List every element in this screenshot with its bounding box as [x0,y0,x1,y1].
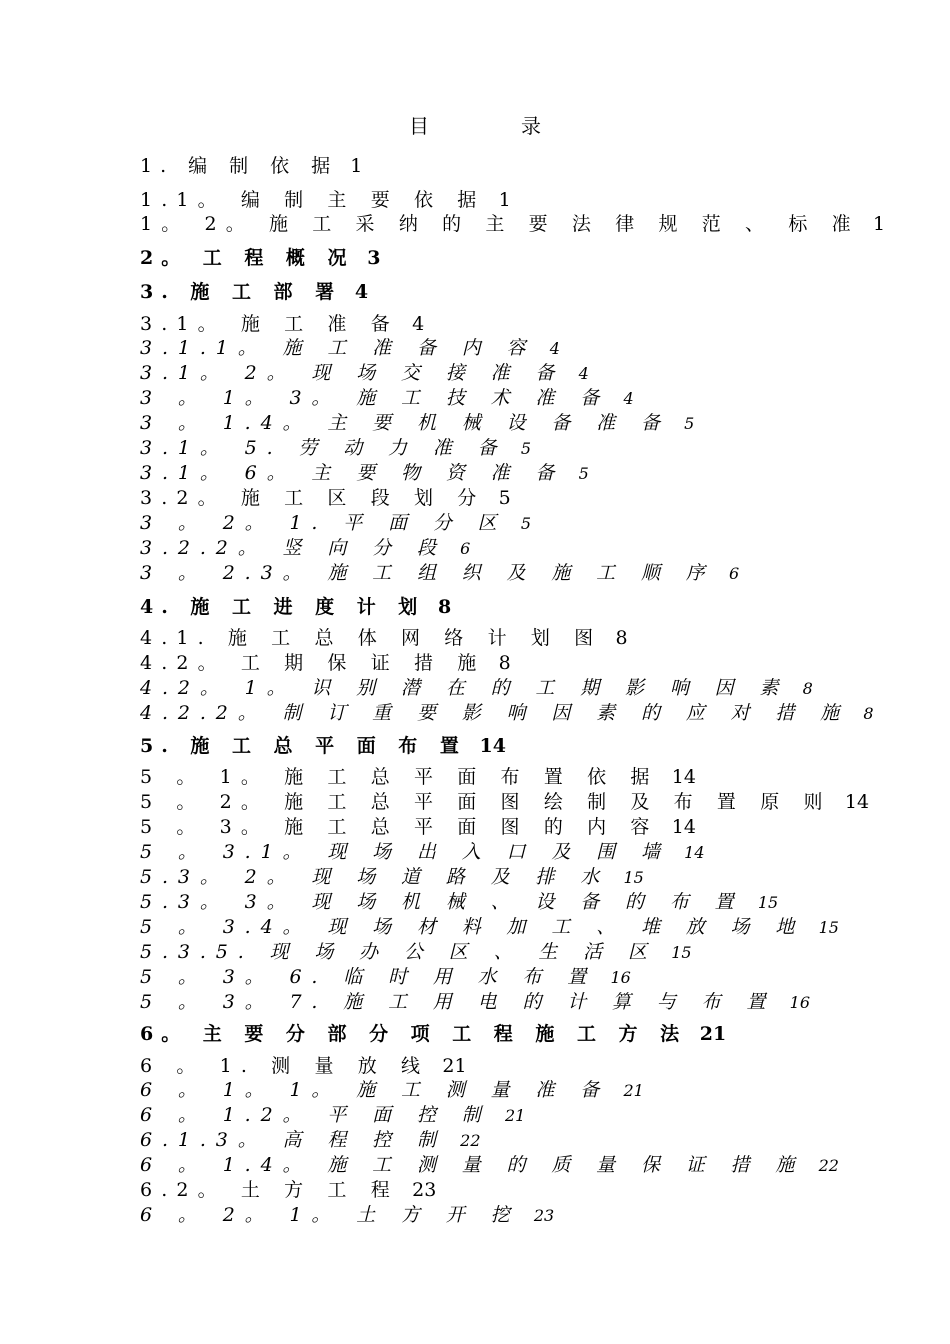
toc-entry-page-number: 23 [412,1179,437,1201]
toc-entry-text: 5 。 3。 6. 临 时 用 水 布 置 [140,966,597,988]
toc-entry-page-number: 1 [498,189,511,211]
toc-entry[interactable] [140,789,869,815]
toc-entry-page-number: 5 [684,414,695,433]
toc-entry[interactable] [140,594,451,620]
toc-entry[interactable] [140,1077,644,1103]
toc-entry[interactable] [140,211,885,237]
toc-entry-text: 6 。 1。 1。 施 工 测 量 准 备 [140,1079,610,1101]
toc-entry-page-number: 21 [504,1106,526,1125]
toc-entry-text: 5 。 3。 施 工 总 平 面 图 的 内 容 [140,816,659,838]
toc-entry-text: 5 。 3.1。 现 场 出 入 口 及 围 墙 [140,841,670,863]
toc-entry[interactable] [140,560,739,586]
toc-entry-page-number: 5 [520,439,532,458]
toc-entry-page-number: 8 [863,704,874,723]
toc-entry-page-number: 4 [354,281,369,303]
toc-entry-page-number: 21 [442,1055,467,1077]
toc-entry-text: 3.2。 施 工 区 段 划 分 [140,487,486,509]
toc-entry-page-number: 23 [533,1206,555,1225]
toc-title [0,110,950,139]
toc-entry[interactable] [140,939,692,965]
toc-entry[interactable] [140,964,631,990]
toc-entry-page-number: 8 [615,627,628,649]
toc-entry-page-number: 14 [671,766,696,788]
toc-entry-page-number: 4 [549,339,560,358]
toc-entry-text: 3 。 1。 3。 施 工 技 术 准 备 [140,387,610,409]
toc-entry-page-number: 5 [578,464,589,483]
toc-entry-text: 5.3。 3。 现 场 机 械 、 设 备 的 布 置 [140,891,744,913]
toc-entry-text: 6 。 1. 测 量 放 线 [140,1055,430,1077]
toc-entry-text: 1。 2。 施 工 采 纳 的 主 要 法 律 规 范 、 标 准 [140,213,860,235]
toc-entry[interactable] [140,700,874,726]
toc-entry[interactable] [140,625,628,651]
toc-entry-page-number: 22 [460,1131,481,1150]
toc-entry-text: 4. 施 工 进 度 计 划 [140,596,426,618]
toc-entry-page-number: 1 [350,155,363,177]
toc-entry-page-number: 4 [578,364,589,383]
toc-entry-page-number: 8 [498,652,511,674]
toc-entry-page-number: 22 [818,1156,839,1175]
toc-entry-page-number: 5 [520,514,532,533]
toc-entry[interactable] [140,410,694,436]
toc-entry-text: 6 。 1.4。 施 工 测 量 的 质 量 保 证 措 施 [140,1154,805,1176]
toc-entry[interactable] [140,279,368,305]
toc-entry-text: 3.1。 5. 劳 动 力 准 备 [140,437,507,459]
toc-entry-text: 6。 主 要 分 部 分 项 工 程 施 工 方 法 [140,1023,688,1045]
toc-entry-text: 2。 工 程 概 况 [140,247,355,269]
toc-entry-page-number: 21 [699,1023,727,1045]
toc-entry-text: 5.3。 2。 现 场 道 路 及 排 水 [140,866,610,888]
toc-entry-text: 4.1. 施 工 总 体 网 络 计 划 图 [140,627,603,649]
toc-entry-text: 5 。 3。 7. 施 工 用 电 的 计 算 与 布 置 [140,991,776,1013]
toc-entry[interactable] [140,510,531,536]
toc-entry-text: 6.1.3。 高 程 控 制 [140,1129,446,1151]
toc-entry-page-number: 16 [610,968,631,987]
toc-entry-page-number: 6 [728,564,740,583]
toc-entry[interactable] [140,733,506,759]
toc-entry[interactable] [140,1127,481,1153]
toc-entry-page-number: 4 [623,389,634,408]
toc-entry-text: 3.1.1。 施 工 准 备 内 容 [140,337,536,359]
toc-entry-text: 3. 施 工 部 署 [140,281,343,303]
toc-title-left: 目 [409,114,429,138]
toc-entry[interactable] [140,460,589,486]
toc-entry-page-number: 15 [757,893,779,912]
toc-entry[interactable] [140,1152,839,1178]
toc-entry-text: 3 。 2.3。 施 工 组 织 及 施 工 顺 序 [140,562,715,584]
toc-entry-text: 3 。 1.4。 主 要 机 械 设 备 准 备 [140,412,670,434]
toc-entry-text: 1.1。 编 制 主 要 依 据 [140,189,486,211]
toc-entry[interactable] [140,989,810,1015]
toc-entry-text: 3 。 2。 1. 平 面 分 区 [140,512,507,534]
toc-entry[interactable] [140,245,380,271]
toc-entry[interactable] [140,650,511,676]
toc-entry-page-number: 16 [789,993,811,1012]
toc-entry[interactable] [140,1021,726,1047]
toc-entry-page-number: 15 [623,868,644,887]
toc-entry[interactable] [140,1177,436,1203]
toc-entry[interactable] [140,839,705,865]
toc-entry-page-number: 21 [623,1081,644,1100]
toc-entry[interactable] [140,535,470,561]
toc-entry-page-number: 14 [671,816,696,838]
toc-entry[interactable] [140,153,362,179]
toc-title-right: 录 [521,114,541,138]
toc-entry[interactable] [140,311,424,337]
toc-entry-page-number: 6 [460,539,471,558]
toc-entry[interactable] [140,385,634,411]
toc-entry-page-number: 14 [684,843,705,862]
toc-entry-text: 3.1。 6。 主 要 物 资 准 备 [140,462,565,484]
toc-entry-text: 5 。 2。 施 工 总 平 面 图 绘 制 及 布 置 原 则 [140,791,832,813]
toc-entry[interactable] [140,360,589,386]
toc-entry[interactable] [140,675,813,701]
toc-entry-text: 4.2。 工 期 保 证 措 施 [140,652,486,674]
toc-entry[interactable] [140,889,778,915]
toc-entry-text: 6 。 1.2。 平 面 控 制 [140,1104,491,1126]
toc-entry-text: 3.1。 2。 现 场 交 接 准 备 [140,362,565,384]
toc-entry-text: 4.2。 1。 识 别 潜 在 的 工 期 影 响 因 素 [140,677,789,699]
toc-entry-page-number: 3 [367,247,381,269]
toc-entry-text: 5 。 3.4。 现 场 材 料 加 工 、 堆 放 场 地 [140,916,805,938]
toc-entry-text: 5 。 1。 施 工 总 平 面 布 置 依 据 [140,766,659,788]
toc-entry-text: 6 。 2。 1。 土 方 开 挖 [140,1204,520,1226]
toc-entry[interactable] [140,764,696,790]
toc-entry-page-number: 14 [479,735,506,757]
toc-entry-page-number: 15 [671,943,692,962]
toc-entry[interactable] [140,1053,467,1079]
toc-entry-page-number: 14 [844,791,870,813]
toc-entry-text: 3.1。 施 工 准 备 [140,313,399,335]
toc-entry-text: 4.2.2。 制 订 重 要 影 响 因 素 的 应 对 措 施 [140,702,850,724]
toc-entry-text: 3.2.2。 竖 向 分 段 [140,537,446,559]
toc-entry[interactable] [140,435,531,461]
toc-entry-text: 5. 施 工 总 平 面 布 置 [140,735,467,757]
toc-entry-text: 1. 编 制 依 据 [140,155,339,177]
toc-entry[interactable] [140,814,696,840]
toc-entry[interactable] [140,485,511,511]
toc-entry-page-number: 1 [873,213,886,235]
toc-entry-text: 6.2。 土 方 工 程 [140,1179,399,1201]
toc-entry[interactable] [140,1102,525,1128]
toc-entry-page-number: 15 [818,918,839,937]
toc-entry-page-number: 5 [498,487,511,509]
toc-entry[interactable] [140,1202,554,1228]
toc-entry-page-number: 4 [412,313,425,335]
toc-entry[interactable] [140,187,511,213]
toc-entry[interactable] [140,335,560,361]
toc-entry-text: 5.3.5. 现 场 办 公 区 、 生 活 区 [140,941,657,963]
toc-entry-page-number: 8 [802,679,813,698]
toc-entry[interactable] [140,914,839,940]
toc-entry-page-number: 8 [437,596,452,618]
toc-entry[interactable] [140,864,644,890]
